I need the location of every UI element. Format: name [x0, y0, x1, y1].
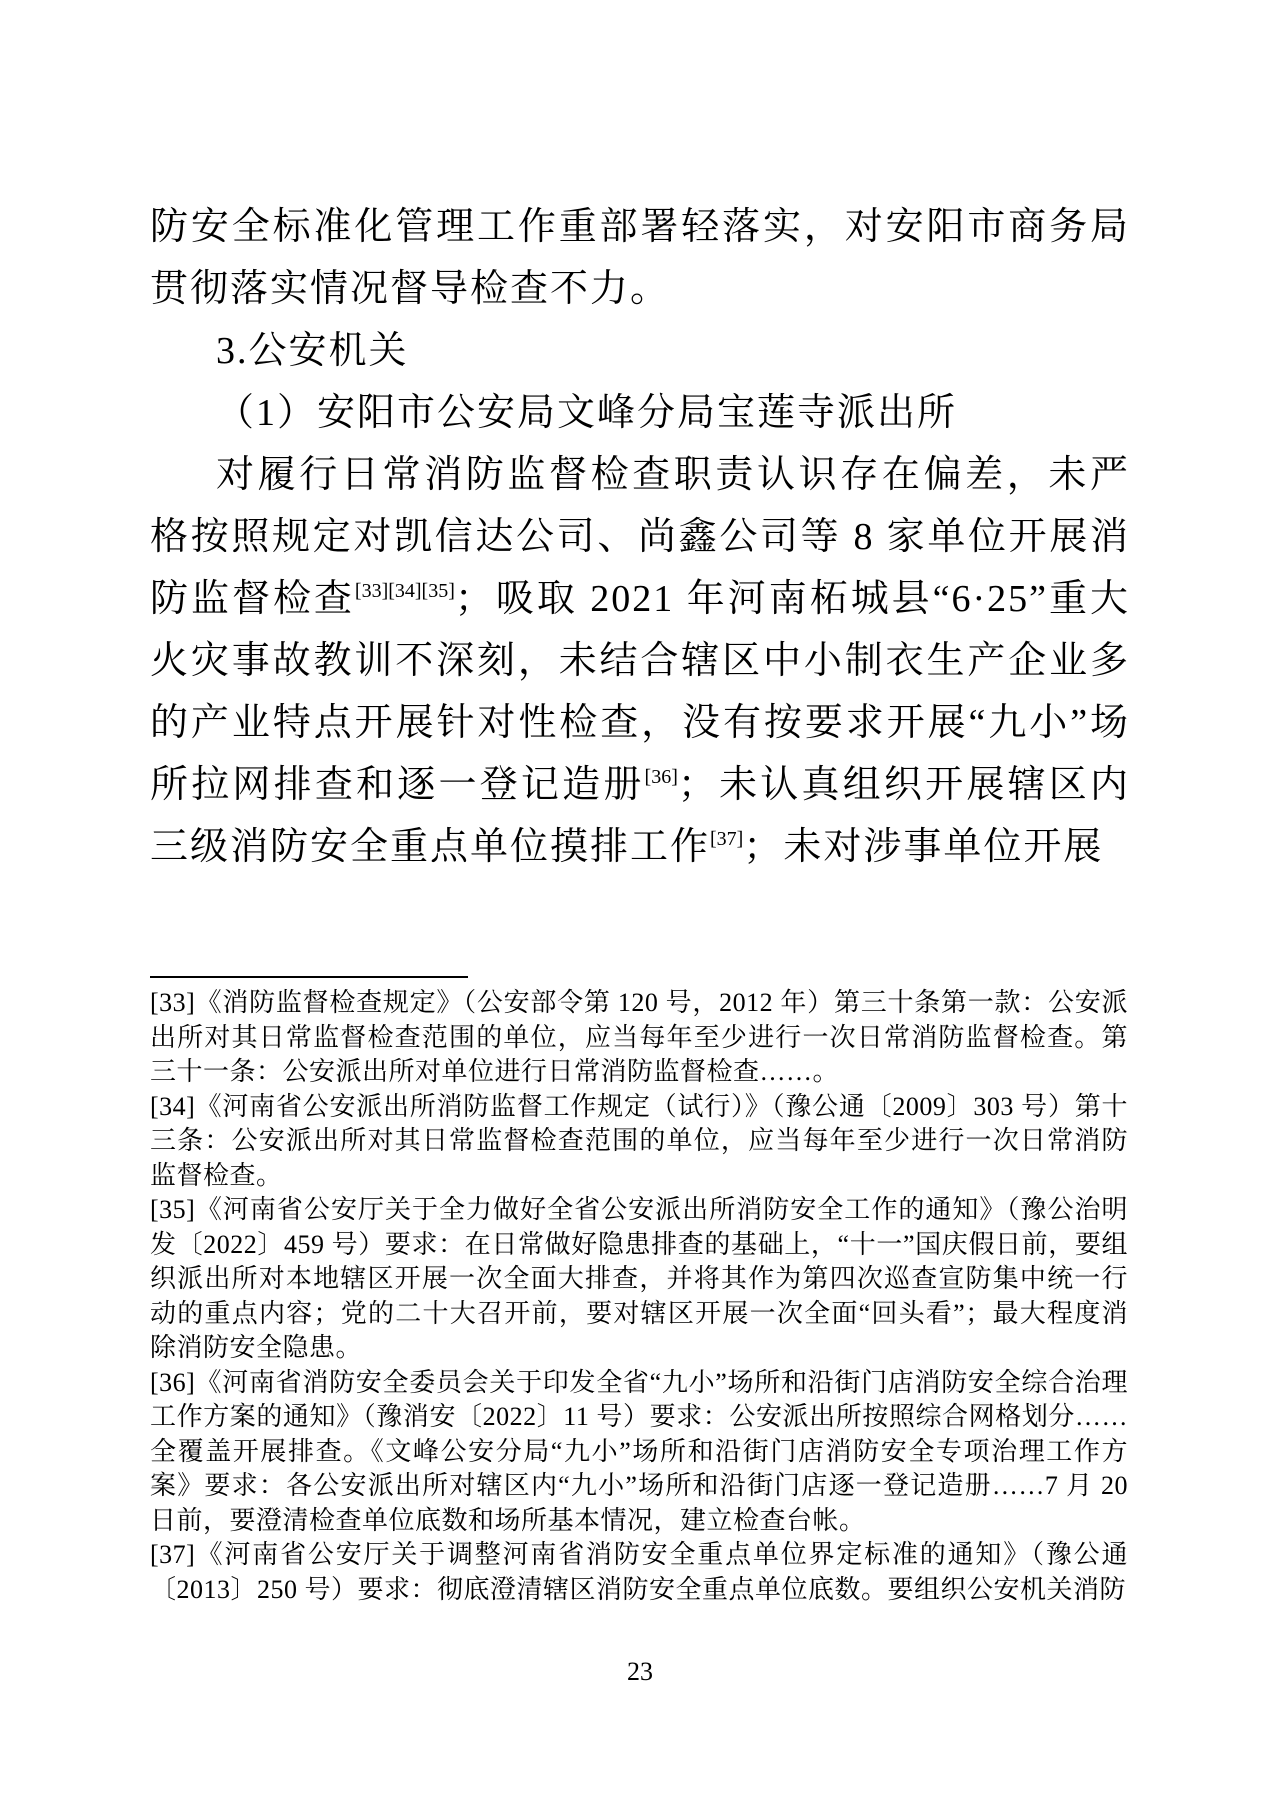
footnote — [150, 986, 1128, 1090]
section-heading: 3.公安机关 — [216, 330, 409, 372]
footnote-text: 《河南省公安派出所消防监督工作规定（试行）》（豫公通〔2009〕303 号）第十三条：公安派出所对其日常监督检查范围的单位，应当每年至少进行一次日常消防监督检查。 — [150, 1091, 1128, 1190]
footnote-text: 《河南省公安厅关于全力做好全省公安派出所消防安全工作的通知》（豫公治明发〔2022〕459 号）要求：在日常做好隐患排查的基础上，“十一”国庆假日前，要组织派出所对本地辖区开展一次全面大排查，并将其作为第四次巡查宣防集中统一行动的重点内容；党的二十大召开前，要对辖区开展一次全面“回头看”；最大程度消除消防安全隐患。 — [150, 1195, 1128, 1362]
footnote-marker: [36] — [150, 1367, 196, 1397]
footnote-marker: [33] — [150, 988, 196, 1017]
footnote-text: 《消防监督检查规定》（公安部令第 120 号，2012 年）第三十条第一款：公安派出所对其日常监督检查范围的单位，应当每年至少进行一次日常消防监督检查。第三十一条：公安派出所对单位进行日常消防监督检查……。 — [150, 988, 1128, 1086]
footnote-marker: [35] — [150, 1195, 196, 1224]
footnote-text: 《河南省消防安全委员会关于印发全省“九小”场所和沿街门店消防安全综合治理工作方案的通知》（豫消安〔2022〕11 号）要求：公安派出所按照综合网格划分……全覆盖开展排查。《文峰公安分局“九小”场所和沿街门店消防安全专项治理工作方案》要求：各公安派出所对辖区内“九小”场所和沿街门店逐一登记造册……7 月 20 日前，要澄清检查单位底数和场所基本情况，建立检查台帐。 — [150, 1367, 1128, 1535]
findings-text: ；未认真组织开展辖区内三级消防安全重点单位摸排工作 — [150, 764, 1130, 868]
findings-text: 对履行日常消防监督检查职责认识存在偏差，未严格按照规定对凯信达公司、尚鑫公司等 8 家单位开展消防监督检查 — [150, 454, 1130, 620]
footnotes-section — [150, 976, 1128, 1607]
body-content — [150, 196, 1130, 878]
footnote — [150, 1366, 1128, 1539]
findings-text: ；吸取 2021 年河南柘城县“6·25”重大火灾事故教训不深刻，未结合辖区中小制衣生产企业多的产业特点开展针对性检查，没有按要求开展“九小”场所拉网排查和逐一登记造册 — [150, 578, 1130, 806]
page-number: 23 — [627, 1657, 653, 1686]
footnote-separator — [150, 976, 468, 978]
footnote-reference: [36] — [644, 766, 678, 788]
paragraph-continuation: 防安全标准化管理工作重部署轻落实，对安阳市商务局贯彻落实情况督导检查不力。 — [150, 206, 1130, 310]
footnote — [150, 1193, 1128, 1366]
footnote — [150, 1090, 1128, 1194]
footnote-text: 《河南省公安厅关于调整河南省消防安全重点单位界定标准的通知》（豫公通〔2013〕250 号）要求：彻底澄清辖区消防安全重点单位底数。要组织公安机关消防 — [150, 1540, 1128, 1604]
footnote-marker: [37] — [150, 1540, 196, 1569]
footnote-reference: [37] — [710, 828, 744, 850]
findings-paragraph — [150, 444, 1130, 878]
findings-text: ；未对涉事单位开展 — [743, 826, 1104, 868]
footnote — [150, 1538, 1128, 1607]
footnote-reference: [33][34][35] — [354, 580, 455, 602]
subsection-heading: （1）安阳市公安局文峰分局宝莲寺派出所 — [216, 392, 958, 434]
footnote-marker: [34] — [150, 1091, 196, 1121]
